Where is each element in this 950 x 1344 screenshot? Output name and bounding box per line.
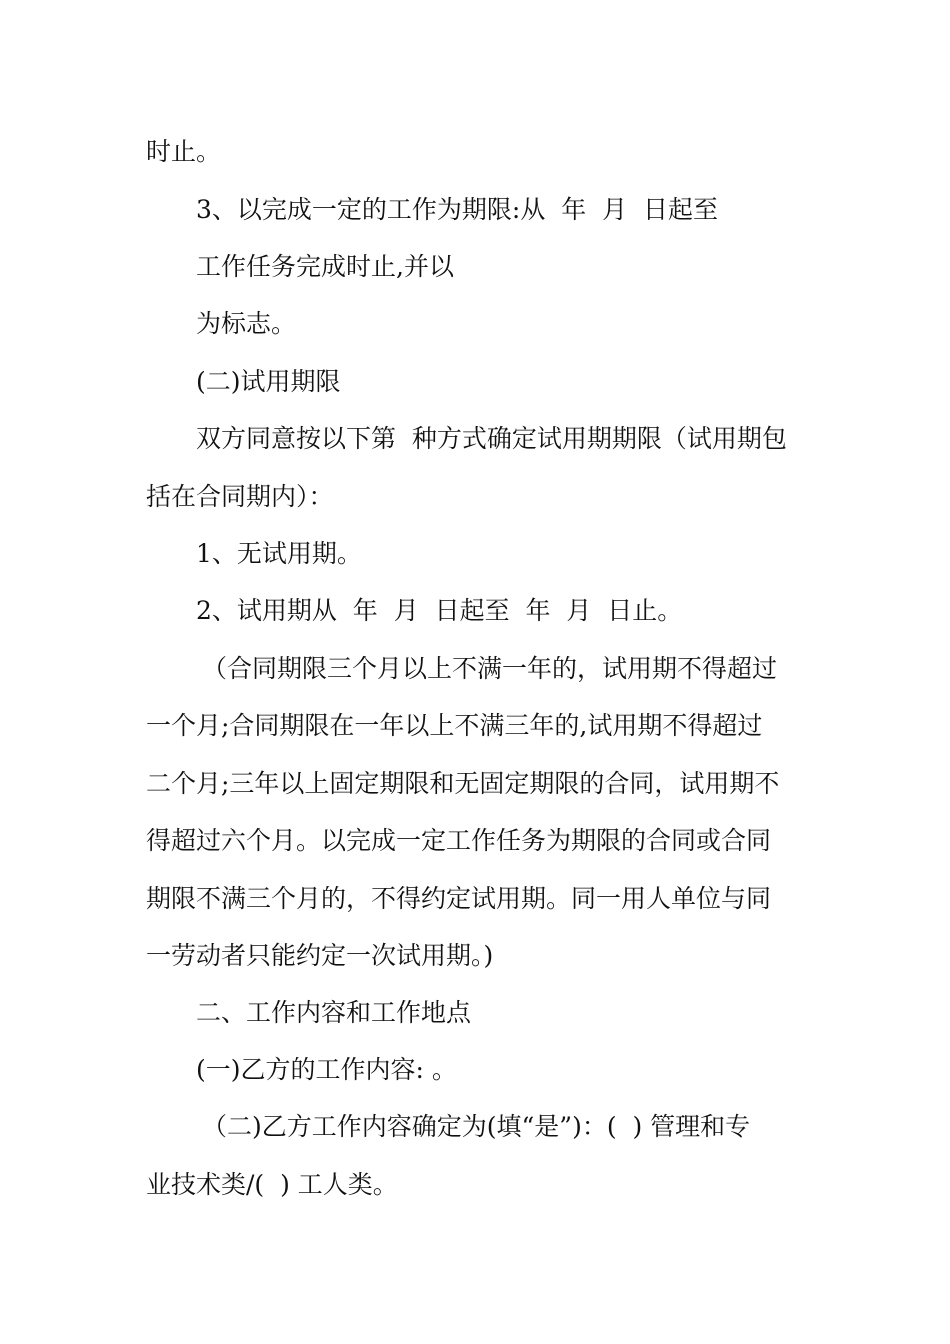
text-line: 业技术类/( ) 工人类。 [146,1170,398,1199]
text-line: 为标志。 [196,309,297,338]
text-line: 期限不满三个月的，不得约定试用期。同一用人单位与同 [146,884,772,913]
text-line: 一个月;合同期限在一年以上不满三年的,试用期不得超过 [146,711,763,740]
text-line: (一)乙方的工作内容: 。 [196,1055,457,1084]
text-line: 二个月;三年以上固定期限和无固定期限的合同，试用期不 [146,769,780,798]
text-line: 双方同意按以下第 种方式确定试用期期限（试用期包 [196,424,787,453]
text-line: 一劳动者只能约定一次试用期。) [146,941,494,970]
text-line: 工作任务完成时止,并以 [196,252,454,281]
text-line: 时止。 [146,137,222,166]
section-heading: (二)试用期限 [196,367,341,396]
text-line: （二)乙方工作内容确定为(填“是”)：( ) 管理和专 [202,1112,751,1141]
list-item: 1、无试用期。 [196,539,362,568]
text-line: 得超过六个月。以完成一定工作任务为期限的合同或合同 [146,826,772,855]
list-item: 2、试用期从 年 月 日起至 年 月 日止。 [196,596,683,625]
text-line: （合同期限三个月以上不满一年的，试用期不得超过 [202,654,778,683]
section-heading: 二、工作内容和工作地点 [196,998,472,1027]
text-line: 括在合同期内）： [146,482,334,511]
text-line: 3、以完成一定的工作为期限:从 年 月 日起至 [196,195,719,224]
